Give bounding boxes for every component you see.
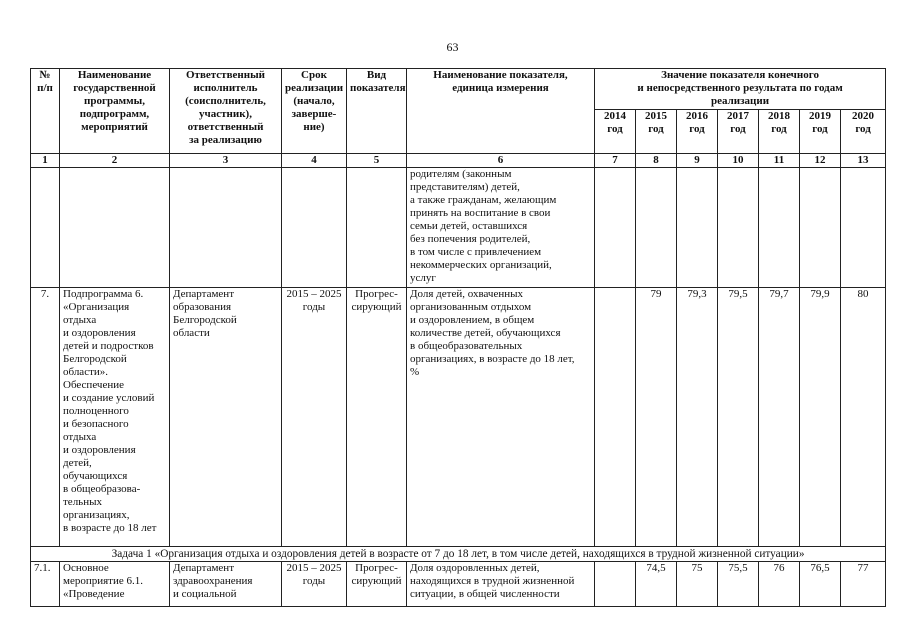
value-2017: 79,5	[718, 288, 759, 547]
value-2019: 79,9	[800, 288, 841, 547]
table-row	[31, 562, 886, 607]
header-year-2019: 2019 год	[800, 110, 841, 154]
column-number: 8	[636, 154, 677, 168]
column-number: 2	[60, 154, 170, 168]
header-name: Наименование государственной программы, подпрограмм, мероприятий	[60, 69, 170, 154]
value-2014	[595, 288, 636, 547]
header-year-2020: 2020 год	[841, 110, 886, 154]
task-row	[31, 547, 886, 562]
column-number: 9	[677, 154, 718, 168]
value-2014	[595, 562, 636, 607]
term: 2015 – 2025 годы	[282, 288, 347, 547]
header-values-group: Значение показателя конечного и непосредственного результата по годам реализации	[595, 69, 886, 110]
row-number: 7.1.	[31, 562, 60, 607]
value-2017: 75,5	[718, 562, 759, 607]
header-term: Срок реализации (начало, заверше- ние)	[282, 69, 347, 154]
header-year-2018: 2018 год	[759, 110, 800, 154]
column-number: 5	[347, 154, 407, 168]
value-2016: 79,3	[677, 288, 718, 547]
indicators-table	[30, 68, 886, 607]
column-number: 10	[718, 154, 759, 168]
header-year-2015: 2015 год	[636, 110, 677, 154]
value-2015: 74,5	[636, 562, 677, 607]
indicator-name: Доля оздоровленных детей, находящихся в трудной жизненной ситуации, в общей численности	[407, 562, 595, 607]
header-year-2017: 2017 год	[718, 110, 759, 154]
column-number: 1	[31, 154, 60, 168]
header-executor: Ответственный исполнитель (соисполнитель, участник), ответственный за реализацию	[170, 69, 282, 154]
header-year-2016: 2016 год	[677, 110, 718, 154]
header-type: Вид показателя	[347, 69, 407, 154]
term: 2015 – 2025 годы	[282, 562, 347, 607]
table-row	[31, 288, 886, 547]
row-number: 7.	[31, 288, 60, 547]
page-number: 63	[446, 40, 459, 54]
column-number: 4	[282, 154, 347, 168]
column-number: 12	[800, 154, 841, 168]
header-year-2014: 2014 год	[595, 110, 636, 154]
column-number: 7	[595, 154, 636, 168]
value-2016: 75	[677, 562, 718, 607]
executor: Департамент здравоохранения и социальной	[170, 562, 282, 607]
column-number: 13	[841, 154, 886, 168]
continuation-indicator: родителям (законным представителям) детей, а также гражданам, желающим принять на воспитание в свои семьи детей, оставшихся без попечения родителей, в том числе с привлечением некоммерческих организаций, услуг	[407, 168, 595, 288]
task-title: Задача 1 «Организация отдыха и оздоровления детей в возрасте от 7 до 18 лет, в том числе детей, находящихся в трудной жизненной ситуации»	[31, 547, 886, 562]
column-number: 11	[759, 154, 800, 168]
header-indicator: Наименование показателя, единица измерения	[407, 69, 595, 154]
indicator-type: Прогрес- сирующий	[347, 288, 407, 547]
indicator-type: Прогрес- сирующий	[347, 562, 407, 607]
value-2020: 80	[841, 288, 886, 547]
indicator-name: Доля детей, охваченных организованным отдыхом и оздоровлением, в общем количестве детей, обучающихся в общеобразовательных организациях, в возрасте до 18 лет, %	[407, 288, 595, 547]
continuation-row	[31, 168, 886, 288]
value-2015: 79	[636, 288, 677, 547]
value-2018: 79,7	[759, 288, 800, 547]
program-name: Основное мероприятие 6.1. «Проведение	[60, 562, 170, 607]
header-row	[31, 69, 886, 110]
column-number: 3	[170, 154, 282, 168]
executor: Департамент образования Белгородской области	[170, 288, 282, 547]
value-2018: 76	[759, 562, 800, 607]
value-2020: 77	[841, 562, 886, 607]
header-num: № п/п	[31, 69, 60, 154]
program-name: Подпрограмма 6. «Организация отдыха и оздоровления детей и подростков Белгородской области». Обеспечение и создание условий полноценного и безопасного отдыха и оздоровления детей, обучающихся в общеобразова- тельных организациях, в возрасте до 18 лет	[60, 288, 170, 547]
column-numbers-row	[31, 154, 886, 168]
value-2019: 76,5	[800, 562, 841, 607]
column-number: 6	[407, 154, 595, 168]
